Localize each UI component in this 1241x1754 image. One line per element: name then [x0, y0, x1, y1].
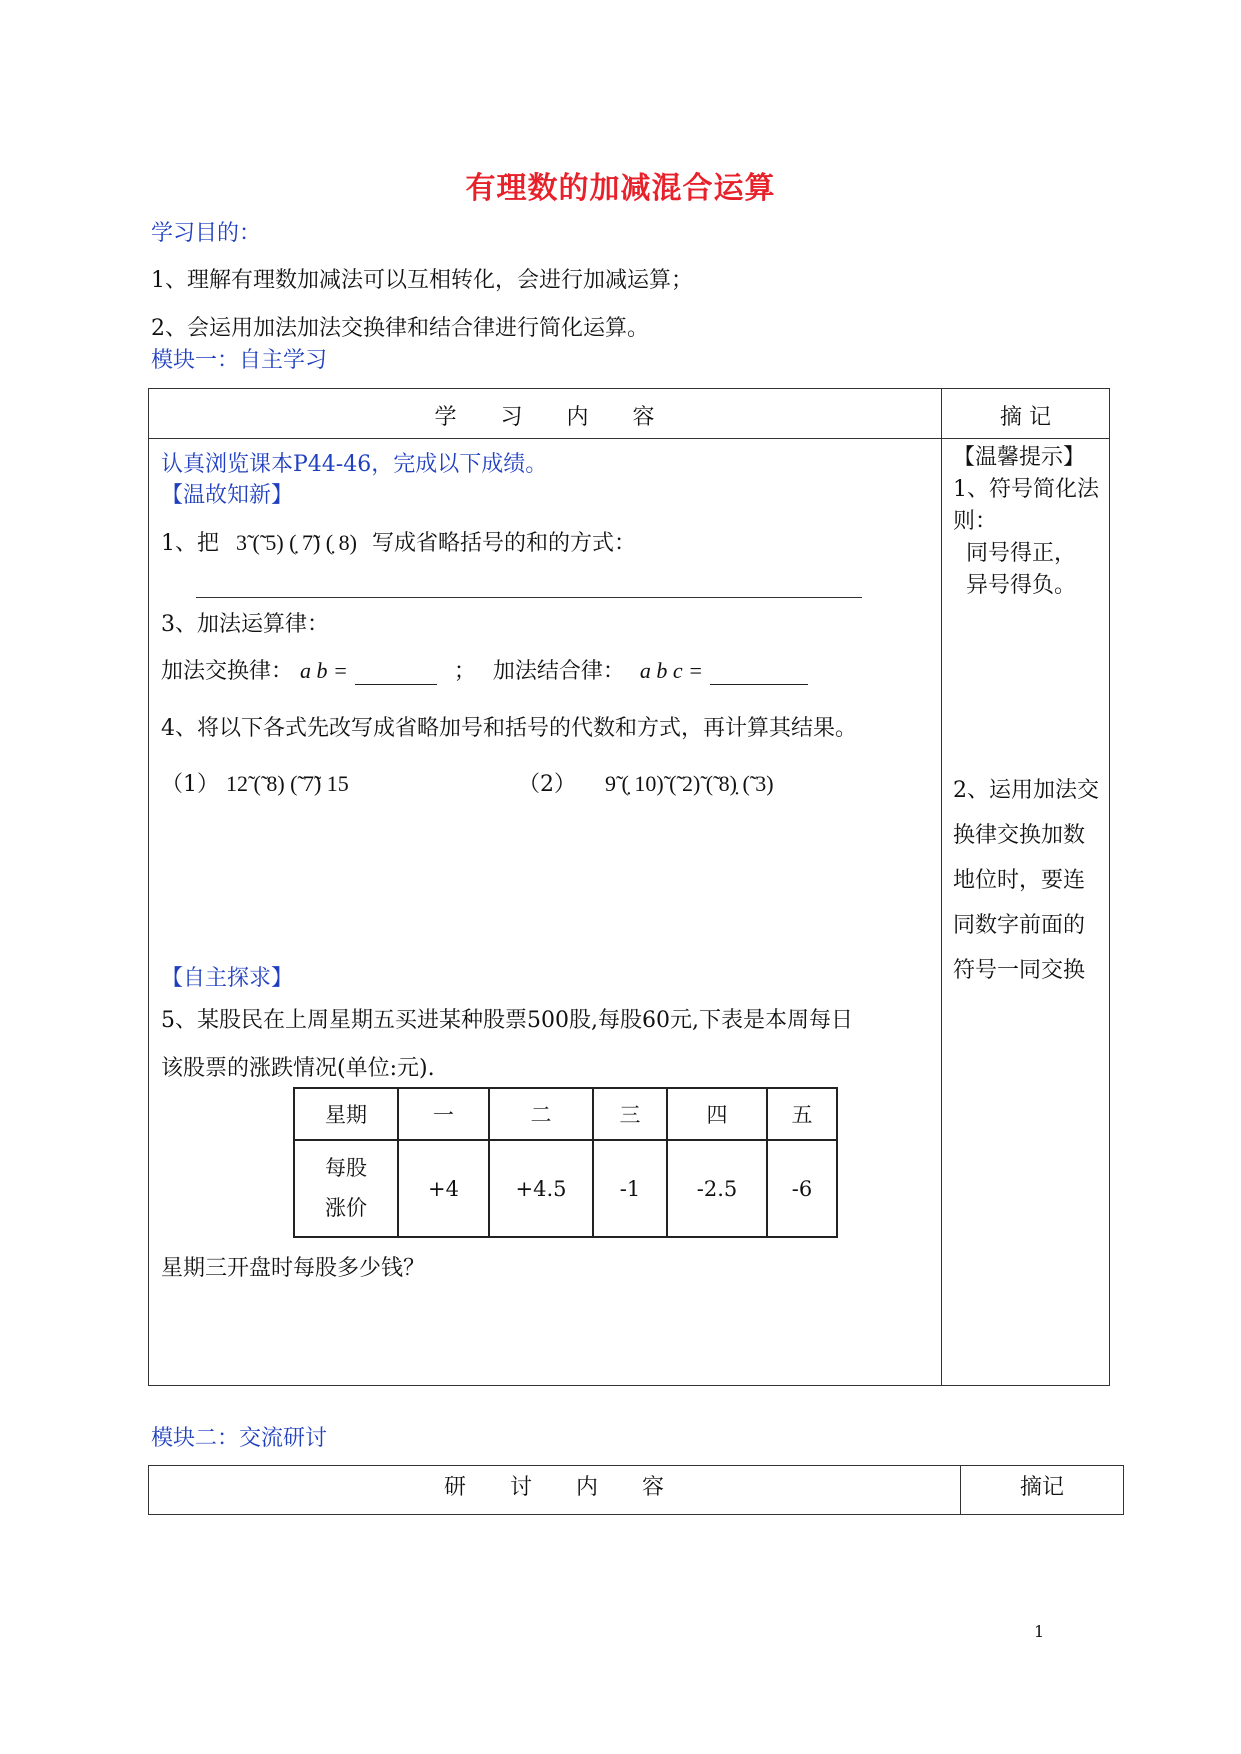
law-commutative-label: 加法交换律： — [161, 659, 294, 684]
stock-day-1: 一 — [398, 1088, 489, 1140]
module1-header-divider — [148, 438, 1110, 439]
tip-2-line-2: 换律交换加数 — [953, 823, 1086, 848]
stock-day-4: 四 — [667, 1088, 767, 1140]
objective-1: 1、理解有理数加减法可以互相转化，会进行加减运算； — [151, 268, 693, 293]
stock-table — [293, 1087, 838, 1238]
law-associative-label: 加法结合律： — [492, 659, 625, 684]
tip-1-line-1: 1、符号简化法 — [953, 477, 1099, 502]
module1-col-content: 学 习 内 容 — [434, 405, 655, 430]
page-title: 有理数的加减混合运算 — [465, 171, 776, 206]
tip-2-line-3: 地位时，要连 — [953, 868, 1086, 893]
review-heading: 【温故知新】 — [161, 483, 294, 508]
law-commutative-blank[interactable] — [355, 659, 437, 685]
law-associative-blank[interactable] — [710, 659, 808, 685]
question-4-2-expression: 9̃ (̣ 10)̃ (̃ 2)̃ (̃ 8)̣ (̃ 3) — [605, 771, 774, 796]
tip-1-line-4: 异号得负。 — [966, 573, 1077, 598]
question-4-1 — [161, 767, 349, 798]
stock-value-5: -6 — [767, 1140, 837, 1237]
question-1-prefix: 1、把 — [161, 531, 219, 556]
tip-heading: 【温馨提示】 — [953, 445, 1086, 470]
stock-row-label-2: 涨价 — [325, 1195, 367, 1220]
stock-day-5: 五 — [767, 1088, 837, 1140]
stock-header-label: 星期 — [294, 1088, 398, 1140]
answer-line-1[interactable] — [196, 597, 862, 598]
module1-column-divider — [941, 388, 942, 1386]
laws-line — [161, 654, 808, 685]
module2-col-notes: 摘记 — [1019, 1475, 1064, 1500]
law-associative-expression: a b c = — [639, 658, 704, 683]
question-5-line-2: 该股票的涨跌情况(单位:元). — [161, 1056, 435, 1081]
question-4-2-label: （2） — [518, 772, 576, 797]
module2-col-content: 研 讨 内 容 — [443, 1475, 664, 1500]
question-1-suffix: 写成省略括号的和的方式： — [371, 531, 636, 556]
stock-value-3: -1 — [593, 1140, 667, 1237]
question-3: 3、加法运算律： — [161, 612, 329, 637]
law-separator: ； — [453, 659, 476, 684]
question-4-2 — [518, 767, 774, 798]
question-1 — [161, 526, 636, 557]
module1-heading: 模块一：自主学习 — [151, 348, 328, 373]
stock-day-3: 三 — [593, 1088, 667, 1140]
tip-2-line-4: 同数字前面的 — [953, 913, 1086, 938]
question-4-1-label: （1） — [161, 772, 219, 797]
tip-1-line-3: 同号得正， — [966, 541, 1077, 566]
question-5-line-1: 5、某股民在上周星期五买进某种股票500股,每股60元,下表是本周每日 — [161, 1008, 853, 1033]
question-4-1-expression: 12̃ (̃ 8) (̃ 7̃) 15 — [226, 771, 349, 796]
law-commutative-expression: a b = — [300, 658, 348, 683]
module1-col-notes: 摘 记 — [1000, 405, 1051, 430]
intro-text: 认真浏览课本P44-46，完成以下成绩。 — [161, 452, 548, 477]
objectives-heading: 学习目的： — [151, 221, 262, 246]
question-4: 4、将以下各式先改写成省略加号和括号的代数和方式，再计算其结果。 — [161, 716, 857, 741]
objective-2: 2、会运用加法加法交换律和结合律进行简化运算。 — [151, 316, 649, 341]
question-5-question: 星期三开盘时每股多少钱？ — [161, 1256, 426, 1281]
stock-value-1: +4 — [398, 1140, 489, 1237]
module2-heading: 模块二：交流研讨 — [151, 1426, 328, 1451]
stock-value-2: +4.5 — [489, 1140, 593, 1237]
stock-day-2: 二 — [489, 1088, 593, 1140]
question-1-expression: 3̃ (̃ 5) (̣ 7̃) (̣ 8) — [236, 530, 357, 555]
page-number: 1 — [1034, 1622, 1045, 1641]
stock-value-4: -2.5 — [667, 1140, 767, 1237]
tip-2-line-1: 2、运用加法交 — [953, 778, 1099, 803]
tip-2-line-5: 符号一同交换 — [953, 958, 1086, 983]
stock-row-label — [294, 1140, 398, 1237]
stock-row-label-1: 每股 — [325, 1155, 367, 1180]
tip-1-line-2: 则： — [953, 509, 998, 534]
explore-heading: 【自主探求】 — [161, 966, 294, 991]
